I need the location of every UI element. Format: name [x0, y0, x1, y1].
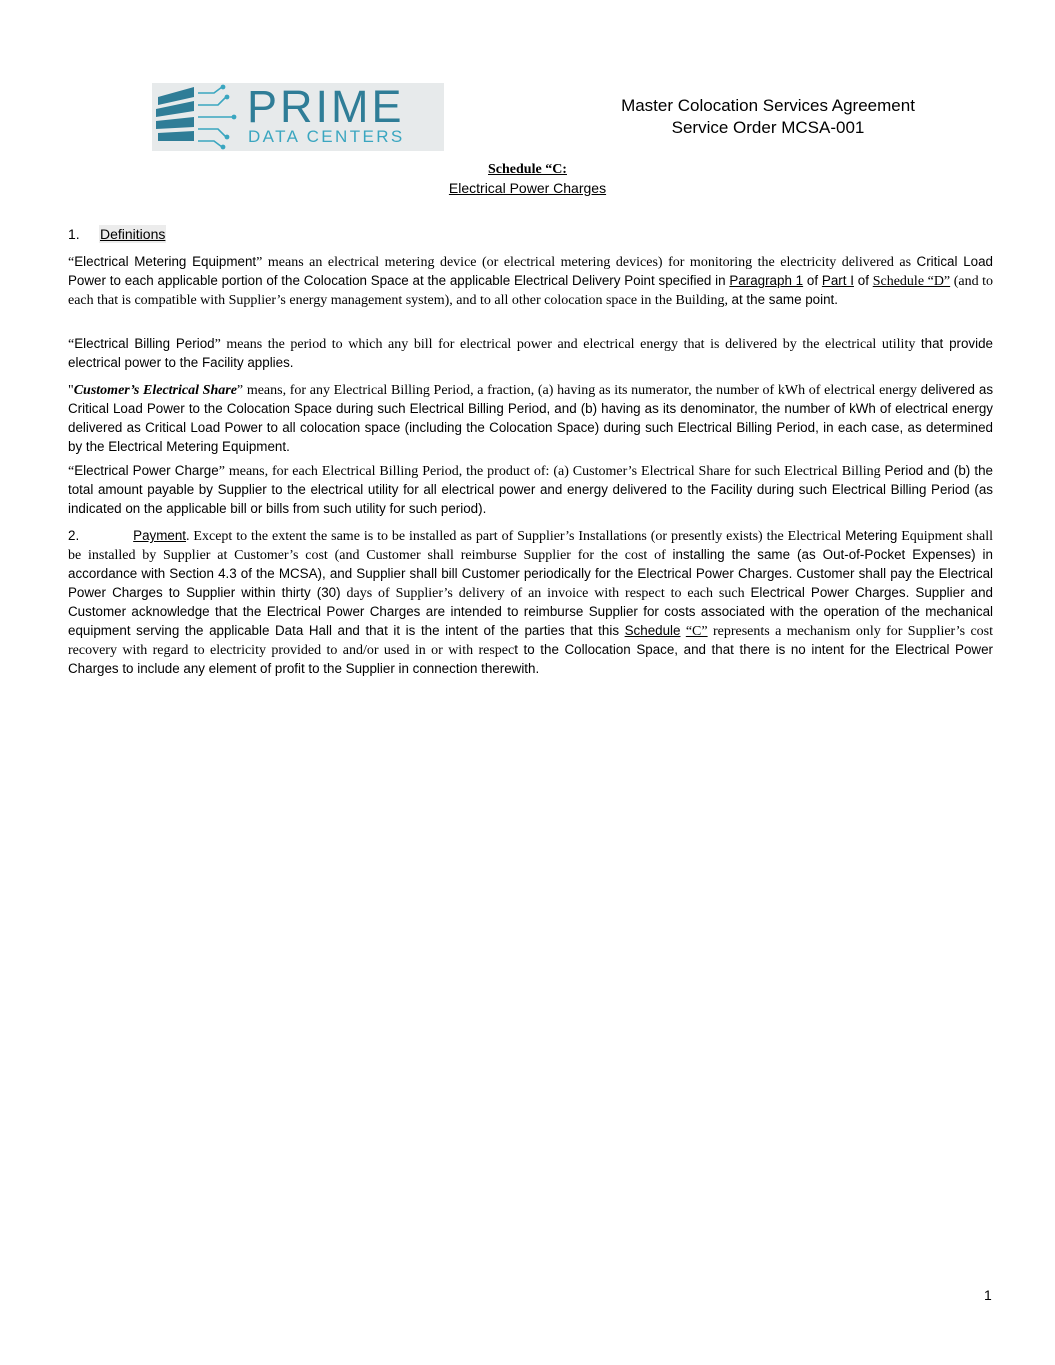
definition-billing-period: “Electrical Billing Period” means the period to which any bill for electrical power and electrical energy that is delivered by the electrical utility that provide electrical power to the Facility applies.	[68, 336, 993, 370]
schedule-d-reference: Schedule “D”	[872, 274, 951, 289]
logo-wordmark: PRIME	[247, 81, 405, 132]
logo-subtitle: DATA CENTERS	[248, 127, 405, 146]
defined-term: Customer’s Electrical Share	[73, 383, 237, 398]
schedule-c-reference: Schedule	[624, 623, 681, 638]
defined-term: Electrical Metering Equipment	[74, 254, 257, 269]
part-i-reference: Part I	[821, 273, 854, 288]
definition-power-charge: “Electrical Power Charge” means, for each Electrical Billing Period, the product of: (a) Customer’s Electrical Share for such Electrical Billing Period and (b) the total amount payable by Supplier to the electrical utility for all electrical power and energy delivered to the Facility during such Electrical Billing Period (as indicated on the applicable bill or bills from such utility for such period).	[68, 463, 993, 516]
defined-term: Electrical Billing Period	[74, 336, 215, 351]
section-1-heading: Definitions	[100, 226, 166, 242]
schedule-subtitle: Electrical Power Charges	[448, 180, 607, 196]
section-2-heading: Payment	[133, 528, 187, 543]
definition-customer-share: "Customer’s Electrical Share” means, for any Electrical Billing Period, a fraction, (a) having as its numerator, the number of kWh of electrical energy delivered as Critical Load Power to the Colocation Space during such Electrical Billing Period, and (b) having as its denominator, the number of kWh of electrical energy delivered as Critical Load Power to all colocation space (including the Colocation Space) during such Electrical Billing Period, in each case, as determined by the Electrical Metering Equipment.	[68, 382, 994, 454]
section-2-payment: 2. Payment. Except to the extent the same is to be installed as part of Supplier’s Installations (or presently exists) the Electrical Metering Equipment shall be installed by Supplier at Customer’s cost (and Customer shall reimburse Supplier for the cost of installing the same (as Out-of-Pocket Expenses) in accordance with Section 4.3 of the MCSA), and Supplier shall bill Customer periodically for the Electrical Power Charges. Customer shall pay the Electrical Power Charges to Supplier within thirty (30) days of Supplier’s delivery of an invoice with respect to each such Electrical Power Charges. Supplier and Customer acknowledge that the Electrical Power Charges are intended to reimburse Supplier for costs associated with the operation of the mechanical equipment serving the applicable Data Hall and that it is the intent of the parties that this Schedule “C” represents a mechanism only for Supplier’s cost recovery with regard to electricity provided to and/or used in or with respect to the Collocation Space, and that there is no intent for the Electrical Power Charges to include any element of profit to the Supplier in connection therewith.	[68, 528, 994, 676]
paragraph-1-reference: Paragraph 1	[729, 273, 804, 288]
schedule-c-reference-label: “C”	[685, 624, 708, 639]
definition-metering-equipment: “Electrical Metering Equipment” means an electrical metering device (or electrical metering devices) for monitoring the electricity delivered as Critical Load Power to each applicable portion of the Colocation Space at the applicable Electrical Delivery Point specified in Paragraph 1 of Part I of Schedule “D” (and to each that is compatible with Supplier’s energy management system), and to all other colocation space in the Building, at the same point.	[68, 254, 994, 308]
agreement-title: Master Colocation Services Agreement	[621, 96, 915, 115]
schedule-title: Schedule “C:	[488, 162, 567, 177]
page-number: 1	[984, 1287, 992, 1303]
service-order-number: Service Order MCSA-001	[671, 118, 865, 137]
logo-mark-icon	[152, 83, 248, 151]
defined-term: Electrical Power Charge	[74, 463, 219, 478]
company-logo	[152, 83, 444, 151]
section-2-number: 2.	[68, 528, 80, 543]
section-1-number: 1.	[68, 226, 80, 242]
